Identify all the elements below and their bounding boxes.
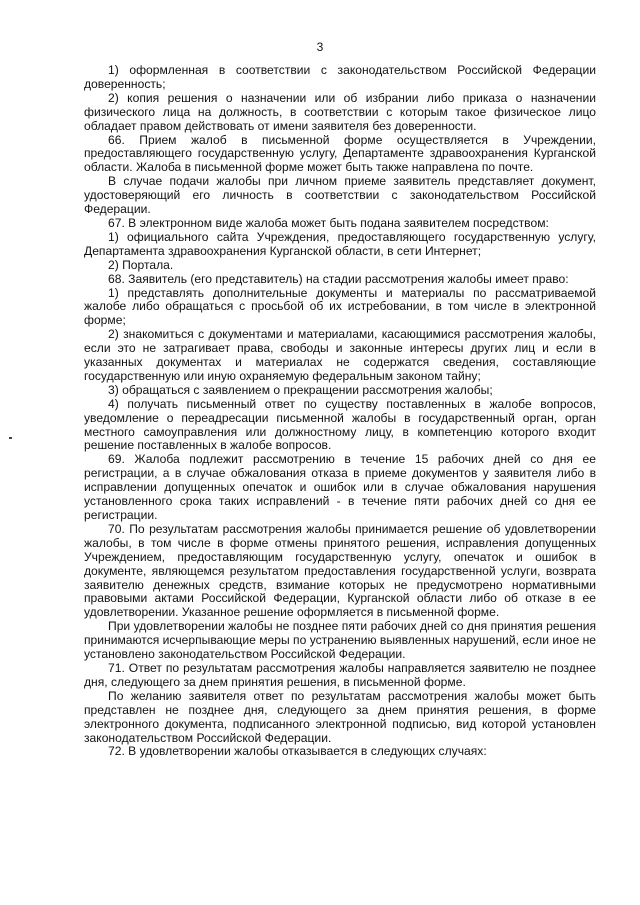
paragraph-68: 68. Заявитель (его представитель) на стадии рассмотрения жалобы имеет право: <box>108 271 569 286</box>
paragraph-70: 70. По результатам рассмотрения жалобы принимается решение об удовлетворении жалобы, в том числе в форме отмены принятого решения, исправления допущенных Учреждением, предоставляющим государственную услугу, опечаток и ошибок в документе, являющемся результатом предоставления государственной услуги, возврата заявителю денежных средств, взимание которых не предусмотрено нормативными правовыми актами Российской Федерации, Курганской области либо об отказе в ее удовлетворении. Указанное решение оформляется в письменной форме. <box>84 521 596 620</box>
paragraph-68-item-2: 2) знакомиться с документами и материалами, касающимися рассмотрения жалобы, если это не затрагивает права, свободы и законные интересы других лиц и если в указанных документах и материалах не содержатся сведения, составляющие государственную или иную охраняемую федеральным законом тайну; <box>84 327 596 383</box>
paragraph-67-item-2: 2) Портала. <box>108 257 174 272</box>
paragraph-70-satisfaction: При удовлетворении жалобы не позднее пяти рабочих дней со дня принятия решения принимаются исчерпывающие меры по устранению выявленных нарушений, если иное не установлено законодательством Российской Федерации. <box>84 619 596 662</box>
paragraph-68-item-1: 1) представлять дополнительные документы и материалы по рассматриваемой жалобе либо обращаться с просьбой об их истребовании, в том числе в электронной форме; <box>84 285 596 328</box>
paragraph-68-item-4: 4) получать письменный ответ по существу поставленных в жалобе вопросов, уведомление о переадресации письменной жалобы в государственный орган, орган местного самоуправления или должностному лицу, в компетенцию которого входит решение поставленных в жалобе вопросов. <box>84 396 596 453</box>
paragraph-68-item-3: 3) обращаться с заявлением о прекращении рассмотрения жалобы; <box>108 382 493 397</box>
scan-mark <box>9 437 12 439</box>
paragraph-67-item-1: 1) официального сайта Учреждения, предоставляющего государственную услугу, Департамента здравоохранения Курганской области, в сети Интернет; <box>84 229 596 258</box>
paragraph-item-1-proxy: 1) оформленная в соответствии с законодательством Российской Федерации доверенность; <box>84 63 596 91</box>
paragraph-72: 72. В удовлетворении жалобы отказывается в следующих случаях: <box>108 744 487 759</box>
paragraph-66: 66. Прием жалоб в письменной форме осуществляется в Учреждении, предоставляющего государственную услугу, Департаменте здравоохранения Курганской области. Жалоба в письменной форме может быть также направлена по почте. <box>84 132 596 175</box>
page-number: 3 <box>316 40 324 54</box>
paragraph-69: 69. Жалоба подлежит рассмотрению в течение 15 рабочих дней со дня ее регистрации, а в случае обжалования отказа в приеме документов у заявителя либо в исправлении допущенных опечаток и ошибок или в случае обжалования нарушения установленного срока таких исправлений - в течение пяти рабочих дней со дня ее регистрации. <box>84 452 596 522</box>
paragraph-71-electronic: По желанию заявителя ответ по результатам рассмотрения жалобы может быть представлен не позднее дня, следующего за днем принятия решения, в форме электронного документа, подписанного электронной подписью, вид которой установлен законодательством Российской Федерации. <box>84 688 596 745</box>
paragraph-71: 71. Ответ по результатам рассмотрения жалобы направляется заявителю не позднее дня, следующего за днем принятия решения, в письменной форме. <box>84 660 596 689</box>
paragraph-67: 67. В электронном виде жалоба может быть подана заявителем посредством: <box>108 215 549 230</box>
paragraph-personal-reception: В случае подачи жалобы при личном приеме заявитель представляет документ, удостоверяющий его личность в соответствии с законодательством Российской Федерации. <box>84 174 596 217</box>
document-body <box>84 64 596 759</box>
paragraph-item-2-appointment: 2) копия решения о назначении или об избрании либо приказа о назначении физического лица на должность, в соответствии с которым такое физическое лицо обладает правом действовать от имени заявителя без доверенности. <box>84 90 596 133</box>
